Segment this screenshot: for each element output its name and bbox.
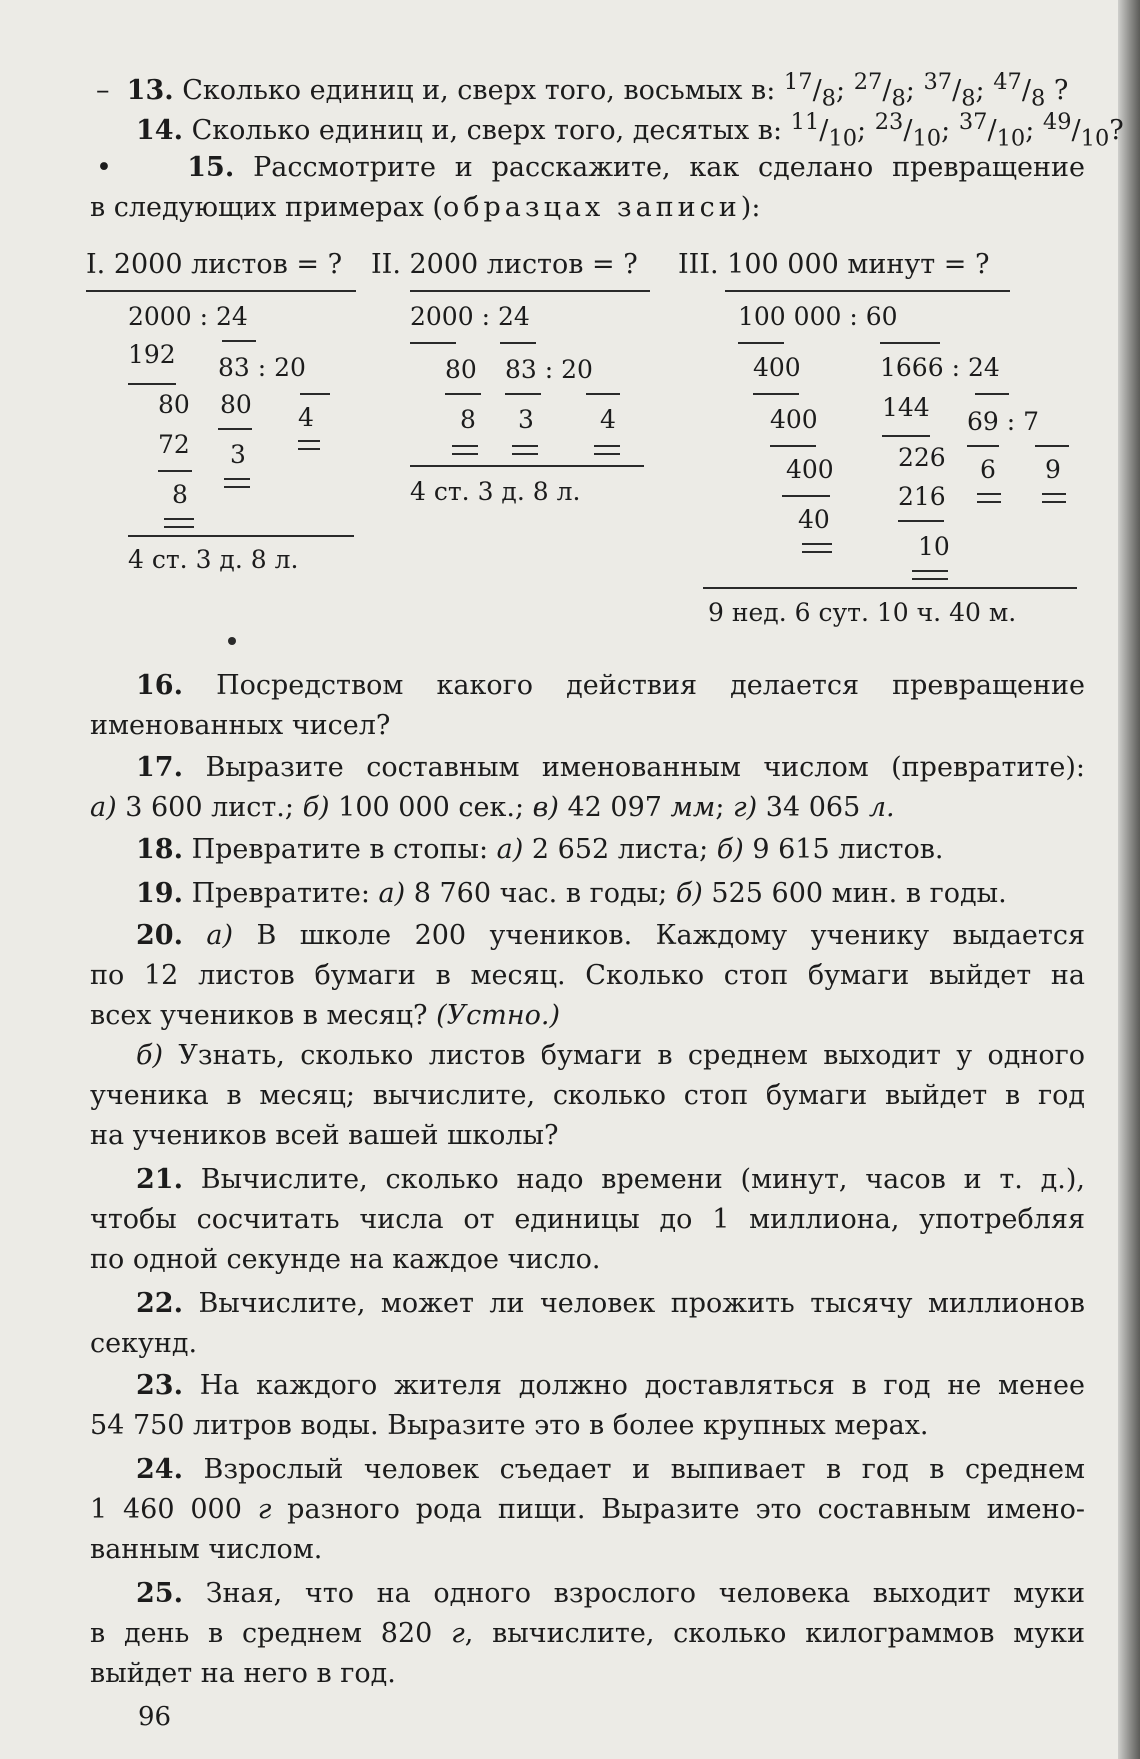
margin-dash: –: [96, 75, 110, 106]
problem-21-line-1: 21. Вычислите, сколько надо времени (минут, часов и т. д.),: [136, 1164, 1085, 1195]
problem-22-line-1: 22. Вычислите, может ли человек прожить тысячу миллионов: [136, 1288, 1085, 1319]
problem-16-line-1: 16. Посредством какого действия делается превращение: [136, 670, 1086, 701]
header-rule: [725, 290, 1010, 292]
fraction: $^{23}/_{10}$: [874, 109, 942, 152]
page-number: 96: [138, 1702, 172, 1732]
fraction: $^{37}/_{10}$: [958, 109, 1026, 152]
problem-24-line-1: 24. Взрослый человек съедает и выпивает в год в среднем: [136, 1454, 1085, 1485]
problem-24-line-2: 1 460 000 г разного рода пищи. Выразите это составным имено-: [90, 1494, 1085, 1525]
example-3-result: 9 нед. 6 сут. 10 ч. 40 м.: [708, 598, 1017, 627]
problem-25-line-3: выйдет на него в год.: [90, 1658, 396, 1689]
example-2-header: II. 2000 листов = ?: [371, 249, 638, 280]
problem-24-line-3: ванным числом.: [90, 1534, 323, 1565]
fraction: $^{11}/_{10}$: [790, 109, 858, 152]
header-rule: [410, 290, 650, 292]
problem-23-line-1: 23. На каждого жителя должно доставляться в год не менее: [136, 1370, 1085, 1401]
problem-20-line-5: ученика в месяц; вычислите, сколько стоп бумаги выйдет в год: [90, 1080, 1085, 1111]
problem-20-line-4: б) Узнать, сколько листов бумаги в среднем выходит у одного: [136, 1040, 1085, 1071]
fraction: $^{49}/_{10}$: [1042, 109, 1110, 152]
problem-25-line-1: 25. Зная, что на одного взрослого человека выходит муки: [136, 1578, 1085, 1609]
example-1-result: 4 ст. 3 д. 8 л.: [128, 545, 299, 574]
problem-16-line-2: именованных чисел?: [90, 710, 391, 741]
problem-text: Сколько единиц и, сверх того, десятых в:: [191, 115, 791, 146]
problem-20-line-6: на учеников всей вашей школы?: [90, 1120, 559, 1151]
problem-17-line-1: 17. Выразите составным именованным числом (превратите):: [136, 752, 1085, 783]
problem-23-line-2: 54 750 литров воды. Выразите это в более крупных мерах.: [90, 1410, 929, 1441]
problem-21-line-2: чтобы сосчитать числа от единицы до 1 миллиона, употребляя: [90, 1204, 1085, 1235]
fraction: $^{37}/_8$: [923, 69, 976, 112]
fraction: $^{47}/_8$: [993, 69, 1046, 112]
example-3-header: III. 100 000 минут = ?: [678, 249, 990, 280]
problem-19: 19. Превратите: а) 8 760 час. в годы; б) 525 600 мин. в годы.: [136, 878, 1007, 909]
fraction: $^{17}/_8$: [783, 69, 836, 112]
problem-22-line-2: секунд.: [90, 1328, 198, 1359]
ink-dot: [228, 637, 236, 645]
problem-17-line-2: а) 3 600 лист.; б) 100 000 сек.; в) 42 097 мм; г) 34 065 л.: [90, 792, 895, 823]
margin-mark: •: [96, 152, 112, 183]
problem-14: 14. Сколько единиц и, сверх того, десятых в: $^{11}/_{10}$; $^{23}/_{10}$; $^{37}/_{10}$; $^{49}/_{10}$?: [136, 109, 1124, 152]
problem-number: 13.: [126, 75, 174, 106]
problem-20-line-3: всех учеников в месяц? (Устно.): [90, 1000, 561, 1031]
book-spine-shadow: [1118, 0, 1140, 1759]
header-rule: [86, 290, 356, 292]
problem-25-line-2: в день в среднем 820 г, вычислите, сколько килограммов муки: [90, 1618, 1085, 1649]
problem-15-line-1: • 15. Рассмотрите и расскажите, как сделано превращение: [96, 152, 1085, 183]
problem-13: – 13. Сколько единиц и, сверх того, восьмых в: $^{17}/_8$; $^{27}/_8$; $^{37}/_8$; $^{47}/_8$ ?: [96, 69, 1069, 112]
problem-21-line-3: по одной секунде на каждое число.: [90, 1244, 601, 1275]
fraction: $^{27}/_8$: [853, 69, 906, 112]
problem-20-line-2: по 12 листов бумаги в месяц. Сколько стоп бумаги выйдет на: [90, 960, 1085, 991]
example-1-header: I. 2000 листов = ?: [86, 249, 343, 280]
book-page: – 13. Сколько единиц и, сверх того, восьмых в: $^{17}/_8$; $^{27}/_8$; $^{37}/_8$; $^{47}/_8$ ? 14. Сколько единиц и, сверх того, десятых в: $^{11}/_{10}$; $^{23}/_{10}$; $^{37}/_{10}$; $^{49}/_{10}$? • 15. Рассмотрите и расскажите, как сделано превращение в следующих примерах (образцах записи): I. 2000 листов = ? II. 2000 листов = ? III. 100 000 минут = ? 2000 : 24 192 83 : 20 80 80 4 72 3 8 4 ст. 3 д. 8 л. 2000 : 24 80 83 : 20 8 3 4 4 ст. 3 д. 8 л. 100 000 : 60 400 1666 : 24 400 144 69 : 7 400 226 6 9 40 216 10 9 нед. 6 сут. 10 ч. 40 м. 16. Посредством какого действия делается превращение именованных чисел? 17. Выразите составным именованным числом (превратите): а) 3 600 лист.; б) 100 000 сек.; в) 42 097 мм; г) 34 065 л. 18. Превратите в стопы: а) 2 652 листа; б) 9 615 листов. 19. Превратите: а) 8 760 час. в годы; б) 525 600 мин. в годы. 20. а) В школе 200 учеников. Каждому ученику выдается по 12 листов бумаги в месяц. Сколько стоп бумаги выйдет на всех учеников в месяц? (Устно.) б) Узнать, сколько листов бумаги в среднем выходит у одного ученика в месяц; вычислите, сколько стоп бумаги выйдет в год на учеников всей вашей школы? 21. Вычислите, сколько надо времени (минут, часов и т. д.), чтобы сосчитать числа от единицы до 1 миллиона, употребляя по одной секунде на каждое число. 22. Вычислите, может ли человек прожить тысячу миллионов секунд. 23. На каждого жителя должно доставляться в год не менее 54 750 литров воды. Выразите это в более крупных мерах. 24. Взрослый человек съедает и выпивает в год в среднем 1 460 000 г разного рода пищи. Выразите это составным имено- ванным числом. 25. Зная, что на одного взрослого человека выходит муки в день в среднем 820 г, вычислите, сколько килограммов муки выйдет на него в год. 96: [0, 0, 1118, 1759]
problem-18: 18. Превратите в стопы: а) 2 652 листа; б) 9 615 листов.: [136, 834, 944, 865]
problem-number: 14.: [136, 115, 183, 146]
problem-text: Сколько единиц и, сверх того, восьмых в:: [182, 75, 784, 106]
problem-15-line-2: в следующих примерах (образцах записи):: [90, 192, 761, 223]
problem-20-line-1: 20. а) В школе 200 учеников. Каждому ученику выдается: [136, 920, 1085, 951]
problem-number: 15.: [187, 152, 235, 183]
example-2-result: 4 ст. 3 д. 8 л.: [410, 477, 581, 506]
